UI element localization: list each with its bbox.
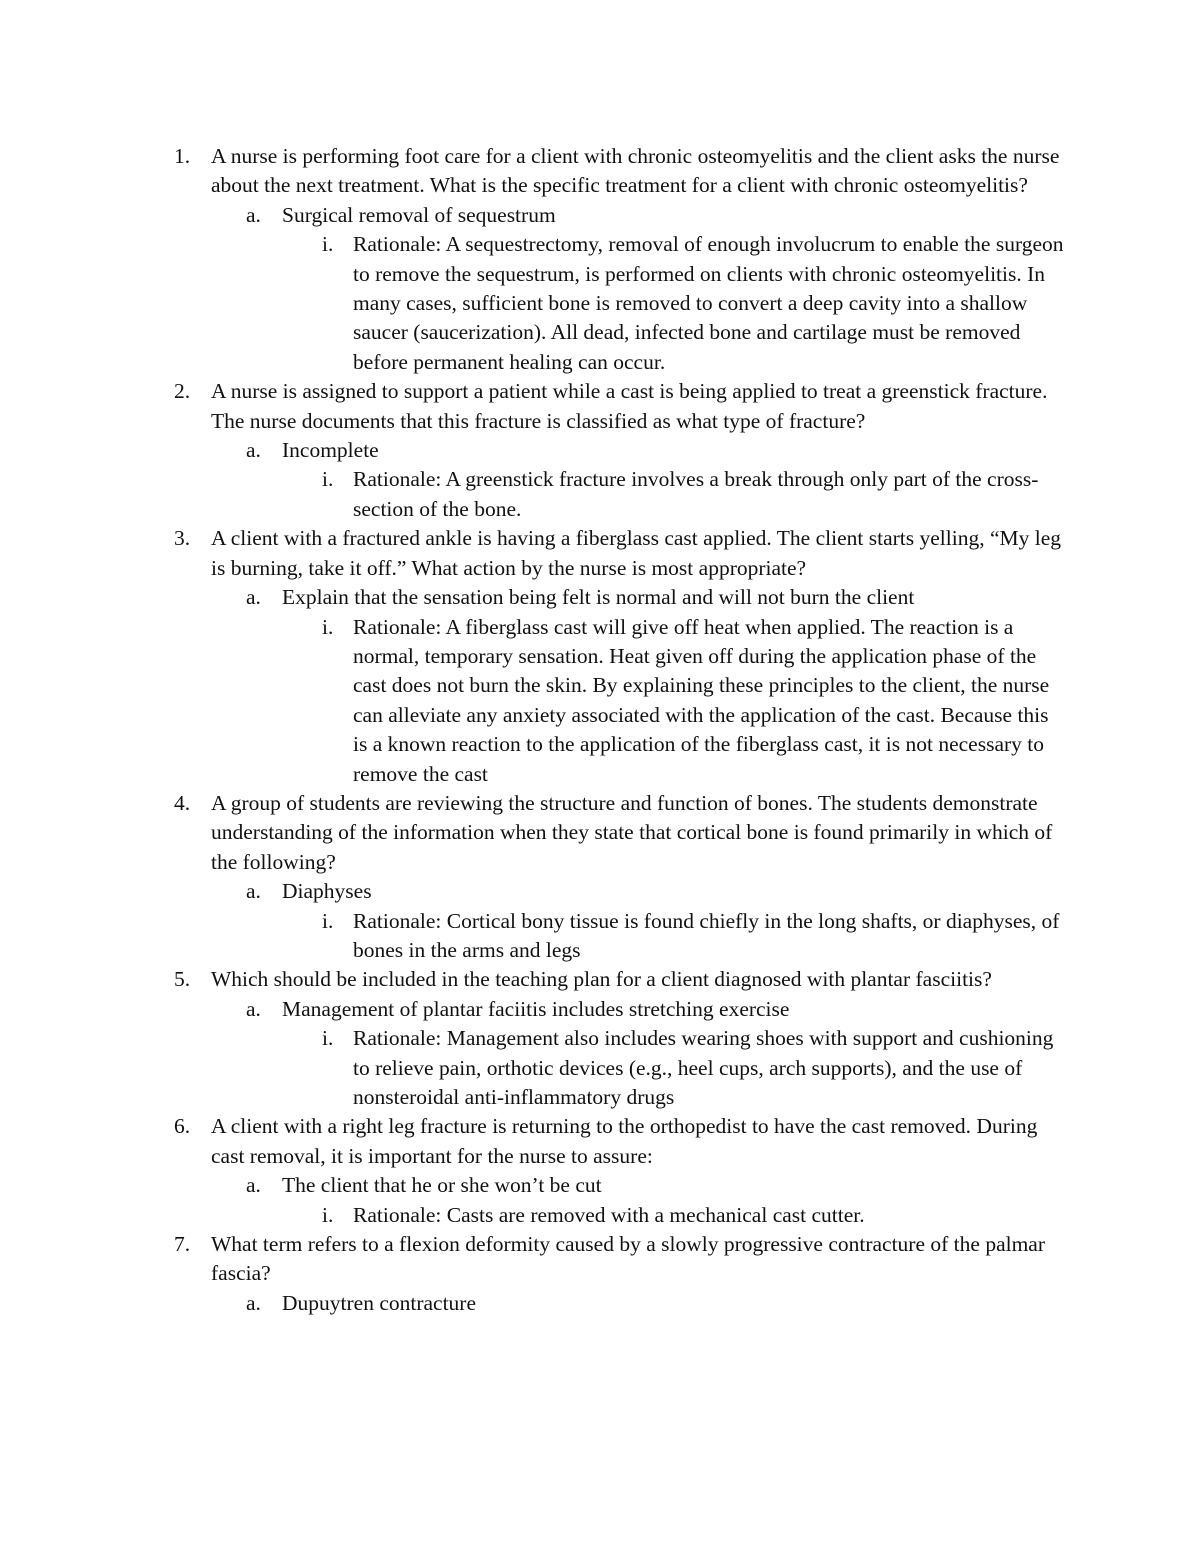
question-item: [0, 377, 1200, 524]
answer-text: Diaphyses: [282, 879, 372, 904]
rationale-marker: i.: [322, 1026, 334, 1051]
answer-text: Incomplete: [282, 438, 379, 463]
rationale-row: [0, 907, 1066, 966]
rationale-text: Rationale: A sequestrectomy, removal of enough involucrum to enable the surgeon to remove the sequestrum, is performed on clients with chronic osteomyelitis. In many cases, sufficient bone is removed to convert a deep cavity into a shallow saucer (saucerization). All dead, infected bone and cartilage must be removed before permanent healing can occur.: [353, 232, 1064, 374]
answer-marker: a.: [246, 438, 261, 463]
question-number: 6.: [174, 1114, 191, 1139]
question-number: 3.: [174, 526, 191, 551]
rationale-row: [0, 230, 1066, 377]
question-item: [0, 142, 1200, 377]
question-row: [0, 142, 1066, 201]
rationale-row: [0, 465, 1066, 524]
answer-text: Explain that the sensation being felt is normal and will not burn the client: [282, 585, 915, 610]
question-number: 2.: [174, 379, 191, 404]
question-number: 5.: [174, 967, 191, 992]
answer-marker: a.: [246, 585, 261, 610]
answer-row: [0, 1289, 1066, 1318]
rationale-text: Rationale: A fiberglass cast will give off heat when applied. The reaction is a normal, temporary sensation. Heat given off during the application phase of the cast does not burn the skin. By explaining these principles to the client, the nurse can alleviate any anxiety associated with the application of the cast. Because this is a known reaction to the application of the fiberglass cast, it is not necessary to remove the cast: [353, 614, 1050, 786]
rationale-marker: i.: [322, 467, 334, 492]
question-row: [0, 1112, 1066, 1171]
question-list: [0, 142, 1200, 1318]
answer-row: [0, 995, 1066, 1024]
answer-text: The client that he or she won’t be cut: [282, 1173, 602, 1198]
rationale-text: Rationale: A greenstick fracture involves a break through only part of the cross-section of the bone.: [353, 467, 1039, 521]
question-number: 1.: [174, 144, 191, 168]
rationale-marker: i.: [322, 232, 334, 257]
answer-row: [0, 583, 1066, 612]
rationale-marker: i.: [322, 908, 334, 933]
rationale-text: Rationale: Management also includes wearing shoes with support and cushioning to relieve pain, orthotic devices (e.g., heel cups, arch supports), and the use of nonsteroidal anti-inflammatory drugs: [353, 1026, 1054, 1109]
question-row: [0, 965, 1066, 994]
answer-row: [0, 1171, 1066, 1200]
question-row: [0, 377, 1066, 436]
question-item: [0, 1112, 1200, 1230]
answer-row: [0, 877, 1066, 906]
answer-marker: a.: [246, 996, 261, 1021]
answer-marker: a.: [246, 202, 261, 227]
rationale-marker: i.: [322, 1202, 334, 1227]
answer-text: Dupuytren contracture: [282, 1290, 477, 1315]
answer-row: [0, 201, 1066, 230]
answer-marker: a.: [246, 1173, 261, 1198]
answer-marker: a.: [246, 1290, 261, 1315]
rationale-row: [0, 1024, 1066, 1112]
rationale-text: Rationale: Casts are removed with a mechanical cast cutter.: [353, 1202, 865, 1227]
question-text: A client with a fractured ankle is having a fiberglass cast applied. The client starts yelling, “My leg is burning, take it off.” What action by the nurse is most appropriate?: [211, 526, 1061, 580]
question-text: A client with a right leg fracture is returning to the orthopedist to have the cast removed. During cast removal, it is important for the nurse to assure:: [211, 1114, 1038, 1168]
question-item: [0, 965, 1200, 1112]
question-text: A nurse is performing foot care for a client with chronic osteomyelitis and the client asks the nurse about the next treatment. What is the specific treatment for a client with chronic osteomyelitis?: [211, 144, 1060, 198]
question-row: [0, 789, 1066, 877]
question-item: [0, 789, 1200, 965]
question-item: [0, 1230, 1200, 1318]
answer-text: Surgical removal of sequestrum: [282, 202, 556, 227]
answer-row: [0, 436, 1066, 465]
rationale-text: Rationale: Cortical bony tissue is found chiefly in the long shafts, or diaphyses, of bones in the arms and legs: [353, 908, 1060, 962]
question-number: 4.: [174, 790, 191, 815]
question-row: [0, 1230, 1066, 1289]
rationale-row: [0, 1201, 1066, 1230]
question-number: 7.: [174, 1232, 191, 1257]
question-row: [0, 524, 1066, 583]
question-text: A group of students are reviewing the structure and function of bones. The students demonstrate understanding of the information when they state that cortical bone is found primarily in which of the following?: [211, 790, 1053, 874]
question-item: [0, 524, 1200, 789]
question-text: A nurse is assigned to support a patient while a cast is being applied to treat a greenstick fracture. The nurse documents that this fracture is classified as what type of fracture?: [211, 379, 1048, 433]
answer-marker: a.: [246, 879, 261, 904]
question-text: What term refers to a flexion deformity caused by a slowly progressive contracture of the palmar fascia?: [211, 1232, 1046, 1286]
answer-text: Management of plantar faciitis includes stretching exercise: [282, 996, 790, 1021]
rationale-row: [0, 613, 1066, 789]
question-text: Which should be included in the teaching plan for a client diagnosed with plantar fasciitis?: [211, 967, 992, 992]
rationale-marker: i.: [322, 614, 334, 639]
